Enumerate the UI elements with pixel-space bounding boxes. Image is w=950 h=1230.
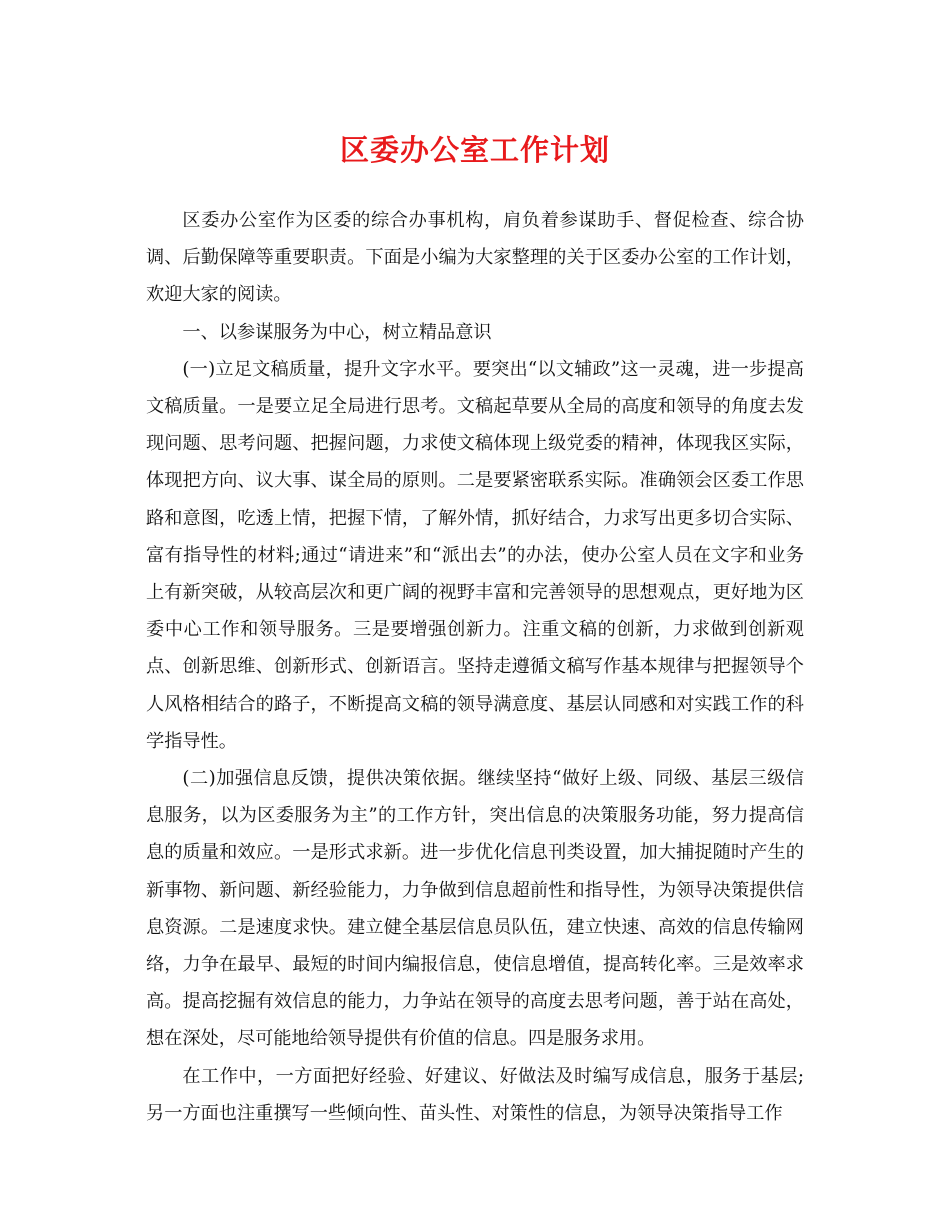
paragraph-continuation: 在工作中，一方面把好经验、好建议、好做法及时编写成信息，服务于基层;另一方面也注重撰写一些倾向性、苗头性、对策性的信息，为领导决策指导工作 bbox=[146, 1065, 804, 1124]
paragraph-subsection-1: (一)立足文稿质量，提升文字水平。要突出“以文辅政”这一灵魂，进一步提高文稿质量。一是要立足全局进行思考。文稿起草要从全局的高度和领导的角度去发现问题、思考问题、把握问题，力求使文稿体现上级党委的精神，体现我区实际，体现把方向、议大事、谋全局的原则。二是要紧密联系实际。准确领会区委工作思路和意图，吃透上情，把握下情，了解外情，抓好结合，力求写出更多切合实际、富有指导性的材料;通过“请进来”和“派出去”的办法，使办公室人员在文字和业务上有新突破，从较高层次和更广阔的视野丰富和完善领导的思想观点，更好地为区委中心工作和领导服务。三是要增强创新力。注重文稿的创新，力求做到创新观点、创新思维、创新形式、创新语言。坚持走遵循文稿写作基本规律与把握领导个人风格相结合的路子，不断提高文稿的领导满意度、基层认同感和对实践工作的科学指导性。 bbox=[146, 358, 804, 752]
paragraph-intro: 区委办公室作为区委的综合办事机构，肩负着参谋助手、督促检查、综合协调、后勤保障等重要职责。下面是小编为大家整理的关于区委办公室的工作计划，欢迎大家的阅读。 bbox=[146, 210, 804, 306]
section-heading-1: 一、以参谋服务为中心，树立精品意识 bbox=[182, 321, 492, 343]
document-title: 区委办公室工作计划 bbox=[339, 133, 610, 167]
document-body bbox=[146, 202, 804, 1132]
paragraph-subsection-2: (二)加强信息反馈，提供决策依据。继续坚持“做好上级、同级、基层三级信息服务，以为区委服务为主”的工作方针，突出信息的决策服务功能，努力提高信息的质量和效应。一是形式求新。进一步优化信息刊类设置，加大捕捉随时产生的新事物、新问题、新经验能力，力争做到信息超前性和指导性，为领导决策提供信息资源。二是速度求快。建立健全基层信息员队伍，建立快速、高效的信息传输网络，力争在最早、最短的时间内编报信息，使信息增值，提高转化率。三是效率求高。提高挖掘有效信息的能力，力争站在领导的高度去思考问题，善于站在高处，想在深处，尽可能地给领导提供有价值的信息。四是服务求用。 bbox=[146, 768, 804, 1050]
